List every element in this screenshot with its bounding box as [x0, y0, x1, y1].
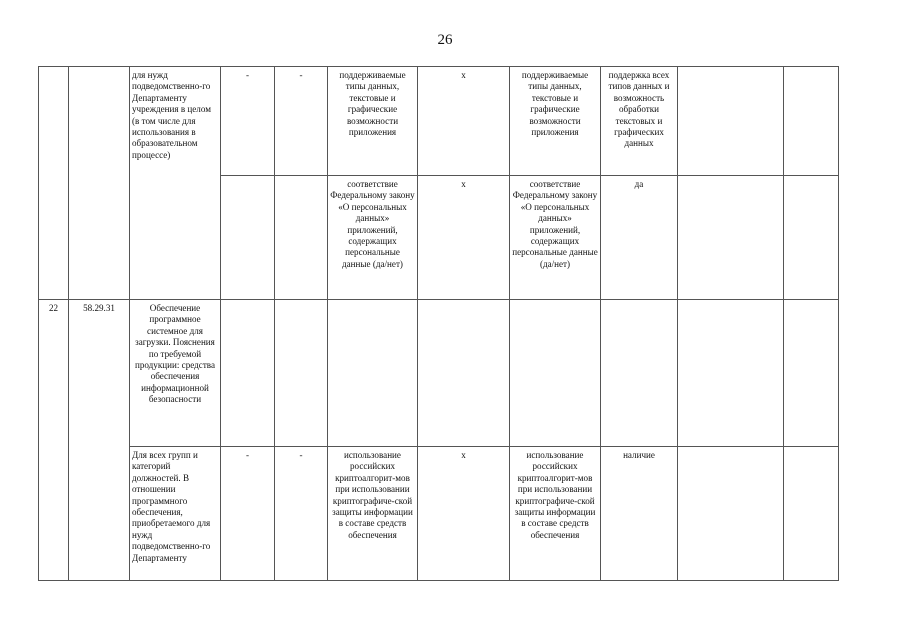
cell-justification — [678, 176, 784, 300]
cell-function — [784, 300, 839, 447]
requirements-table — [38, 66, 839, 581]
cell-unit-code: - — [221, 447, 275, 581]
cell-number — [39, 67, 69, 300]
cell-value — [418, 300, 510, 447]
cell-item-name: Для всех групп и категорий должностей. В отношении программного обеспечения, приобретаемого для нужд подведомственно-го Департаменту — [130, 447, 221, 581]
cell-characteristic-dept: соответствие Федеральному закону «О персональных данных» приложений, содержащих персональные данные (да/нет) — [510, 176, 601, 300]
cell-item-name: для нужд подведомственно-го Департаменту учреждения в целом (в том числе для использования в образовательном процессе) — [130, 67, 221, 300]
cell-characteristic — [328, 300, 418, 447]
cell-function — [784, 67, 839, 176]
table-row — [39, 447, 839, 581]
page-number: 26 — [437, 32, 453, 48]
cell-unit-name: - — [275, 447, 328, 581]
cell-unit-name: - — [275, 67, 328, 176]
cell-value: x — [418, 67, 510, 176]
cell-unit-code: - — [221, 67, 275, 176]
cell-characteristic-dept — [510, 300, 601, 447]
cell-characteristic: использование российских криптоалгорит-мов при использовании криптографиче-ской защиты информации в составе средств обеспечения — [328, 447, 418, 581]
cell-unit-code — [221, 176, 275, 300]
cell-unit-code — [221, 300, 275, 447]
cell-value-dept: наличие — [601, 447, 678, 581]
cell-characteristic-dept: поддерживаемые типы данных, текстовые и графические возможности приложения — [510, 67, 601, 176]
cell-justification — [678, 300, 784, 447]
table-row — [39, 67, 839, 176]
cell-function — [784, 447, 839, 581]
cell-item-name: Обеспечение программное системное для загрузки. Пояснения по требуемой продукции: средства обеспечения информационной безопасности — [130, 300, 221, 447]
cell-unit-name — [275, 176, 328, 300]
cell-okpd2-code: 58.29.31 — [69, 300, 130, 581]
cell-characteristic: поддерживаемые типы данных, текстовые и графические возможности приложения — [328, 67, 418, 176]
cell-value: x — [418, 447, 510, 581]
cell-unit-name — [275, 300, 328, 447]
cell-value-dept — [601, 300, 678, 447]
table-row — [39, 300, 839, 447]
cell-characteristic: соответствие Федеральному закону «О персональных данных» приложений, содержащих персональные данные (да/нет) — [328, 176, 418, 300]
cell-okpd2-code — [69, 67, 130, 300]
cell-value: x — [418, 176, 510, 300]
cell-justification — [678, 67, 784, 176]
cell-value-dept: поддержка всех типов данных и возможность обработки текстовых и графических данных — [601, 67, 678, 176]
cell-value-dept: да — [601, 176, 678, 300]
cell-function — [784, 176, 839, 300]
cell-justification — [678, 447, 784, 581]
cell-characteristic-dept: использование российских криптоалгорит-мов при использовании криптографиче-ской защиты информации в составе средств обеспечения — [510, 447, 601, 581]
cell-number: 22 — [39, 300, 69, 581]
